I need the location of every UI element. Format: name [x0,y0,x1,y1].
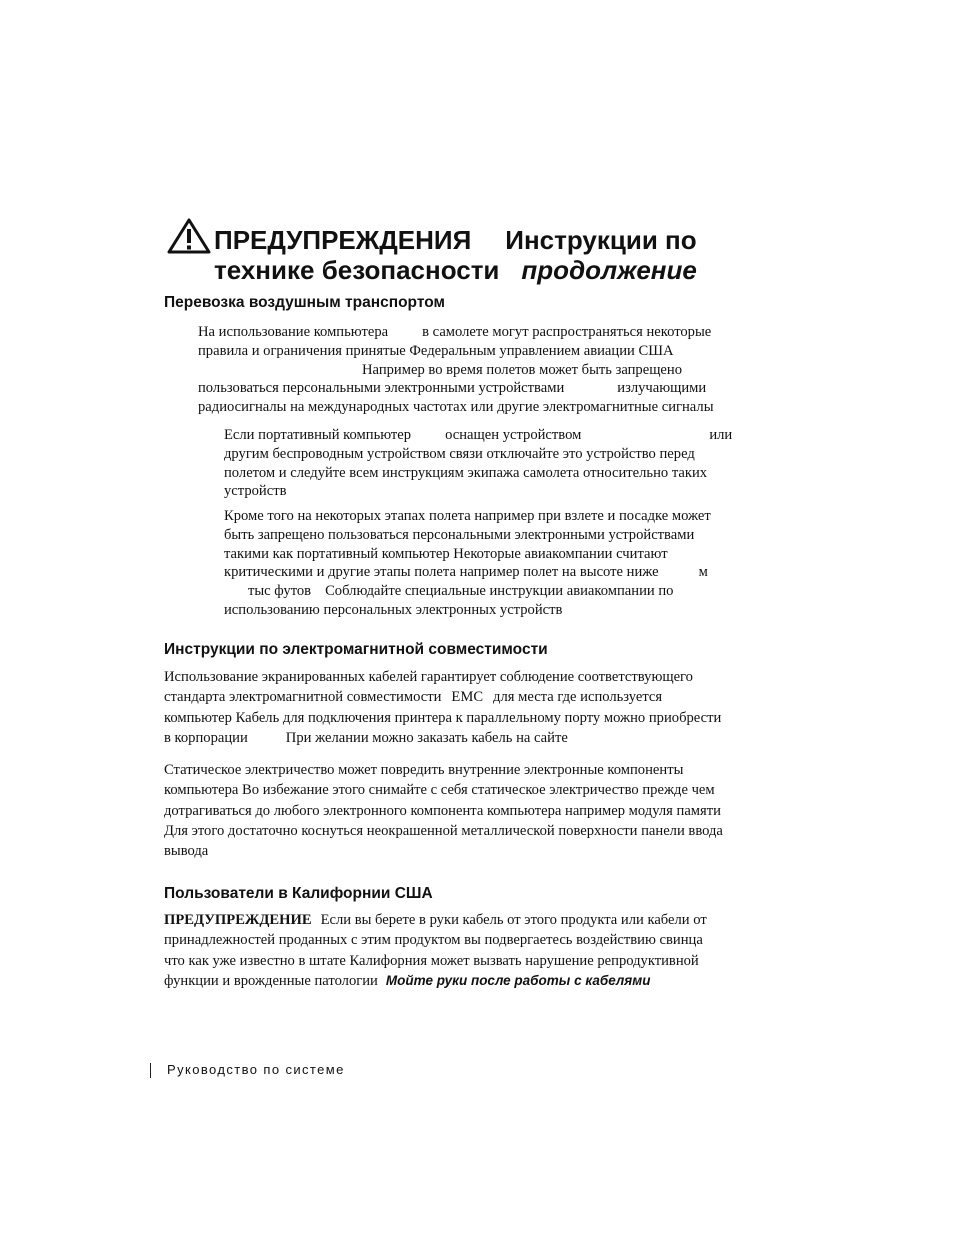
section-heading-california: Пользователи в Калифорнии США [164,885,433,902]
wash-hands-note: Мойте руки после работы с кабелями [385,972,651,988]
text-line: Например во время полетов может быть запрещено [362,361,683,378]
text-line: Если портативный компьютер [224,427,412,443]
text-line: правила и ограничения принятые Федеральным управлением авиации США [198,342,674,359]
air-bullet-flight-phases [224,507,711,620]
text-line: Соблюдайте специальные инструкции авиакомпании по [325,583,674,600]
text-line: Для этого достаточно коснуться неокрашенной металлической поверхности панели ввода [164,822,723,839]
footer-divider [150,1063,151,1078]
text-line: в корпорации [164,729,248,746]
text-line: компьютер Кабель для подключения принтера к параллельному порту можно приобрести [164,709,722,726]
text-line: другим беспроводным устройством связи отключайте это устройство перед [224,445,695,462]
text-line: EMC [451,689,484,706]
text-line: Если вы берете в руки кабель от этого продукта или кабели от [320,912,707,928]
text-line: критическими и другие этапы полета например полет на высоте ниже [224,564,659,581]
footer-title: Руководство по системе [167,1062,345,1077]
text-line: что как уже известно в штате Калифорния может вызвать нарушение репродуктивной [164,952,699,969]
warning-label: ПРЕДУПРЕЖДЕНИЕ [164,912,312,928]
text-line: тыс футов [248,583,312,600]
text-line: или [709,427,733,443]
text-line: полетом и следуйте всем инструкциям экипажа самолета относительно таких [224,464,708,481]
page-title [214,225,697,285]
title-instructions: Инструкции по [505,225,697,255]
text-line: пользоваться персональными электронными устройствами [198,380,565,397]
text-line: вывода [164,843,209,860]
text-line: Кроме того на некоторых этапах полета например при взлете и посадке может [224,508,711,524]
emc-paragraph-cables [164,667,721,748]
text-line: устройств [224,483,287,500]
text-line: На использование компьютера [198,324,389,340]
emc-paragraph-static [164,760,723,861]
title-continued: продолжение [521,255,697,285]
text-line: оснащен устройством [445,427,582,443]
text-line: использованию персональных электронных устройств [224,601,563,618]
air-intro-paragraph [198,323,714,417]
text-line: При желании можно заказать кабель на сайте [285,729,568,746]
text-line: функции и врожденные патологии [164,972,378,989]
title-safety: технике безопасности [214,255,500,285]
warning-triangle-icon [167,218,211,254]
title-warnings: ПРЕДУПРЕЖДЕНИЯ [214,225,472,255]
text-line: радиосигналы на международных частотах или другие электромагнитные сигналы [198,399,714,416]
text-line: дотрагиваться до любого электронного компонента компьютера например модуля памяти [164,802,721,819]
text-line: м [698,564,708,581]
text-line: в самолете могут распространяться некоторые [422,324,712,340]
california-warning-paragraph [164,910,707,991]
text-line: стандарта электромагнитной совместимости [164,689,442,706]
section-heading-air-travel: Перевозка воздушным транспортом [164,294,445,311]
text-line: Использование экранированных кабелей гарантирует соблюдение соответствующего [164,669,693,685]
section-heading-emc: Инструкции по электромагнитной совместимости [164,641,548,658]
air-bullet-wireless [224,426,732,501]
text-line: быть запрещено пользоваться персональными электронными устройствами [224,526,695,543]
text-line: для места где используется [493,689,663,706]
text-line: такими как портативный компьютер Некоторые авиакомпании считают [224,545,668,562]
text-line: излучающими [617,380,707,397]
text-line: Статическое электричество может повредить внутренние электронные компоненты [164,762,684,778]
text-line: принадлежностей проданных с этим продуктом вы подвергаетесь воздействию свинца [164,932,703,949]
text-line: компьютера Во избежание этого снимайте с себя статическое электричество прежде чем [164,782,715,799]
